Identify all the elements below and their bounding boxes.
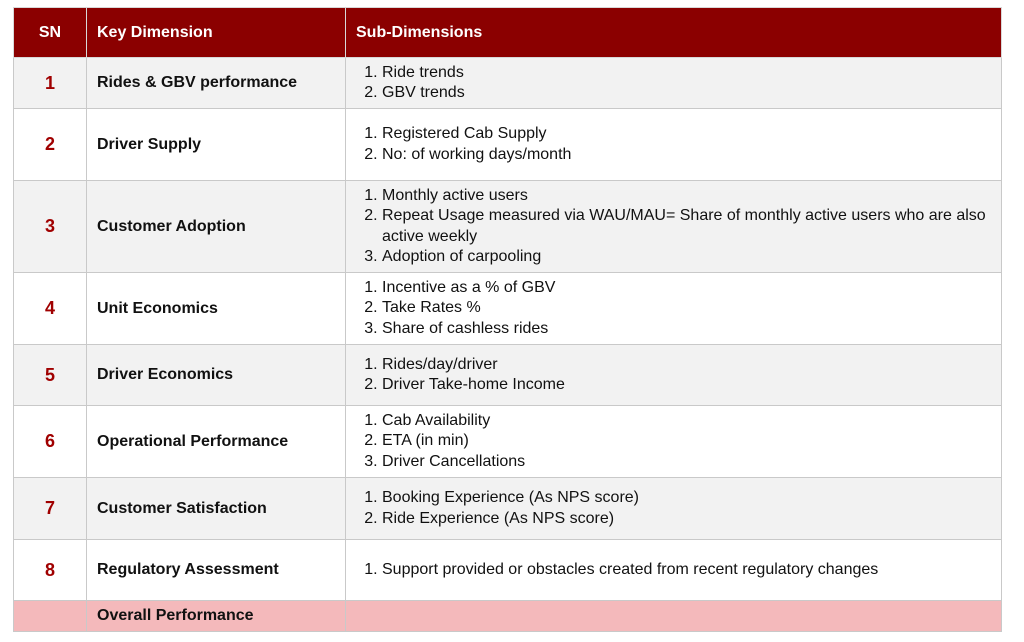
sub-dimension-list [356,278,995,340]
table-row [14,181,1002,273]
dimensions-table [13,7,1002,632]
sub-dimension-item: 1. Support provided or obstacles created from recent regulatory changes [382,560,995,581]
sub-dimension-item: 1. Booking Experience (As NPS score) [382,488,995,509]
sub-dimension-item: 3. Adoption of carpooling [382,247,995,268]
sub-dimensions-cell [346,273,1002,345]
overall-performance-label: Overall Performance [87,601,346,632]
sub-dimension-list [356,355,995,396]
table-row [14,273,1002,345]
sub-dimension-list [356,124,995,165]
sub-dimensions-cell [346,345,1002,406]
sub-dimensions-cell [346,58,1002,109]
row-number: 3 [14,181,87,273]
table-row [14,109,1002,181]
sub-dimension-list [356,488,995,529]
sub-dimension-item: 3. Driver Cancellations [382,452,995,473]
table-row [14,540,1002,601]
sub-dimension-item: 2. ETA (in min) [382,431,995,452]
key-dimension-cell: Operational Performance [87,406,346,478]
sub-dimension-item: 1. Cab Availability [382,411,995,432]
sub-dimension-item: 1. Ride trends [382,63,995,84]
sub-dimension-item: 1. Rides/day/driver [382,355,995,376]
sub-dimensions-cell [346,406,1002,478]
key-dimension-cell: Customer Satisfaction [87,478,346,540]
overall-sub-cell [346,601,1002,632]
sub-dimension-list [356,411,995,473]
key-dimension-cell: Driver Supply [87,109,346,181]
key-dimension-cell: Rides & GBV performance [87,58,346,109]
sub-dimension-item: 2. Take Rates % [382,298,995,319]
header-row [14,8,1002,58]
table-row [14,478,1002,540]
header-key-dimension: Key Dimension [87,8,346,58]
sub-dimension-item: 1. Monthly active users [382,186,995,207]
sub-dimension-list [356,560,995,581]
row-number: 8 [14,540,87,601]
row-number: 4 [14,273,87,345]
sub-dimensions-cell [346,478,1002,540]
key-dimension-cell: Regulatory Assessment [87,540,346,601]
table-row [14,345,1002,406]
table-body [14,58,1002,632]
key-dimension-cell: Customer Adoption [87,181,346,273]
sub-dimension-item: 3. Share of cashless rides [382,319,995,340]
key-dimension-cell: Unit Economics [87,273,346,345]
sub-dimension-item: 2. No: of working days/month [382,145,995,166]
table-row [14,406,1002,478]
sub-dimension-item: 2. Repeat Usage measured via WAU/MAU= Share of monthly active users who are also active weekly [382,206,995,247]
row-number: 7 [14,478,87,540]
table-row [14,58,1002,109]
sub-dimension-item: 2. Ride Experience (As NPS score) [382,509,995,530]
row-number: 1 [14,58,87,109]
table-header [14,8,1002,58]
header-sub-dimensions: Sub-Dimensions [346,8,1002,58]
sub-dimensions-cell [346,540,1002,601]
overall-performance-row [14,601,1002,632]
sub-dimensions-cell [346,109,1002,181]
table-container [13,7,1001,632]
row-number: 5 [14,345,87,406]
header-sn: SN [14,8,87,58]
sub-dimension-item: 1. Incentive as a % of GBV [382,278,995,299]
sub-dimension-list [356,63,995,104]
sub-dimension-item: 2. GBV trends [382,83,995,104]
row-number: 6 [14,406,87,478]
key-dimension-cell: Driver Economics [87,345,346,406]
sub-dimension-item: 2. Driver Take-home Income [382,375,995,396]
sub-dimension-item: 1. Registered Cab Supply [382,124,995,145]
row-number: 2 [14,109,87,181]
sub-dimension-list [356,186,995,268]
sub-dimensions-cell [346,181,1002,273]
overall-sn-cell [14,601,87,632]
